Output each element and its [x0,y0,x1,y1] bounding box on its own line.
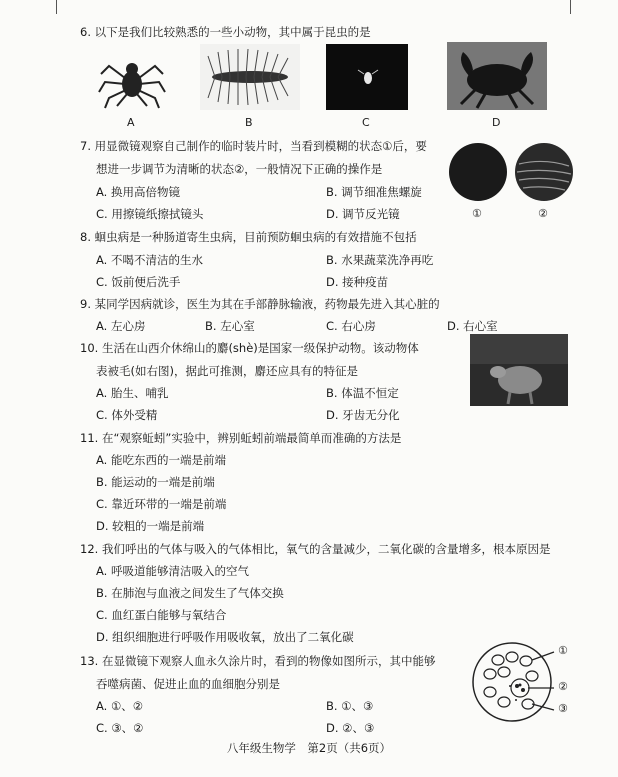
microscope-views-figure [447,140,577,206]
q9-option-c: C. 右心房 [326,319,376,333]
q9-stem: 9. 某同学因病就诊，医生为其在手部静脉输液，药物最先进入其心脏的 [80,297,440,311]
q8-option-a: A. 不喝不清洁的生水 [96,253,203,267]
q12-stem: 12. 我们呼出的气体与吸入的气体相比，氧气的含量减少，二氧化碳的含量增多，根本原因是 [80,542,551,556]
centipede-image [200,44,300,110]
q7-option-c: C. 用擦镜纸擦拭镜头 [96,207,204,221]
blood-label-3: ③ [558,702,568,715]
blood-label-1: ① [558,644,568,657]
q9-option-a: A. 左心房 [96,319,146,333]
blood-smear-figure [470,640,560,724]
image-label-d: D [492,116,501,129]
crab-image [447,42,547,110]
q11-stem: 11. 在“观察蚯蚓”实验中，辨别蚯蚓前端最简单而准确的方法是 [80,431,402,445]
q11-option-d: D. 较粗的一端是前端 [96,519,205,533]
q10-stem-line1: 10. 生活在山西介休绵山的麝(shè)是国家一级保护动物。该动物体 [80,341,419,355]
q13-stem-line2: 吞噬病菌、促进止血的血细胞分别是 [96,677,280,691]
blood-label-2: ② [558,680,568,693]
musk-deer-photo-image [470,334,568,406]
q6-stem: 6. 以下是我们比较熟悉的一些小动物，其中属于昆虫的是 [80,25,371,39]
image-label-a: A [127,116,135,129]
q12-option-d: D. 组织细胞进行呼吸作用吸收氧，放出了二氧化碳 [96,630,354,644]
figure-label-2: ② [538,207,548,220]
q12-option-c: C. 血红蛋白能够与氧结合 [96,608,227,622]
q13-option-b: B. ①、③ [326,699,374,713]
q8-stem: 8. 蛔虫病是一种肠道寄生虫病，目前预防蛔虫病的有效措施不包括 [80,230,417,244]
q8-option-c: C. 饭前便后洗手 [96,275,181,289]
q10-stem-line2: 表被毛(如右图)，据此可推测，麝还应具有的特征是 [96,364,358,378]
spider-image [97,44,167,110]
q9-option-b: B. 左心室 [205,319,255,333]
q7-stem-line2: 想进一步调节为清晰的状态②，一般情况下正确的操作是 [96,162,383,176]
q10-option-a: A. 胎生、哺乳 [96,386,169,400]
q10-option-c: C. 体外受精 [96,408,158,422]
q12-option-b: B. 在肺泡与血液之间发生了气体交换 [96,586,284,600]
q13-option-a: A. ①、② [96,699,144,713]
q7-option-a: A. 换用高倍物镜 [96,185,180,199]
q7-option-d: D. 调节反光镜 [326,207,400,221]
image-label-c: C [362,116,370,129]
q10-option-d: D. 牙齿无分化 [326,408,400,422]
q12-option-a: A. 呼吸道能够清洁吸入的空气 [96,564,249,578]
q13-option-d: D. ②、③ [326,721,375,735]
q8-option-b: B. 水果蔬菜洗净再吃 [326,253,434,267]
q13-option-c: C. ③、② [96,721,144,735]
figure-label-1: ① [472,207,482,220]
q7-option-b: B. 调节细准焦螺旋 [326,185,422,199]
image-label-b: B [245,116,253,129]
page-footer: 八年级生物学 第2页（共6页） [226,741,392,755]
q11-option-b: B. 能运动的一端是前端 [96,475,215,489]
q9-option-d: D. 右心室 [447,319,498,333]
q10-option-b: B. 体温不恒定 [326,386,399,400]
q13-stem-line1: 13. 在显微镜下观察人血永久涂片时，看到的物像如图所示，其中能够 [80,654,436,668]
q11-option-c: C. 靠近环带的一端是前端 [96,497,227,511]
q11-option-a: A. 能吃东西的一端是前端 [96,453,226,467]
q7-stem-line1: 7. 用显微镜观察自己制作的临时装片时，当看到模糊的状态①后，要 [80,139,427,153]
q8-option-d: D. 接种疫苗 [326,275,389,289]
insect-photo-image [326,44,408,110]
